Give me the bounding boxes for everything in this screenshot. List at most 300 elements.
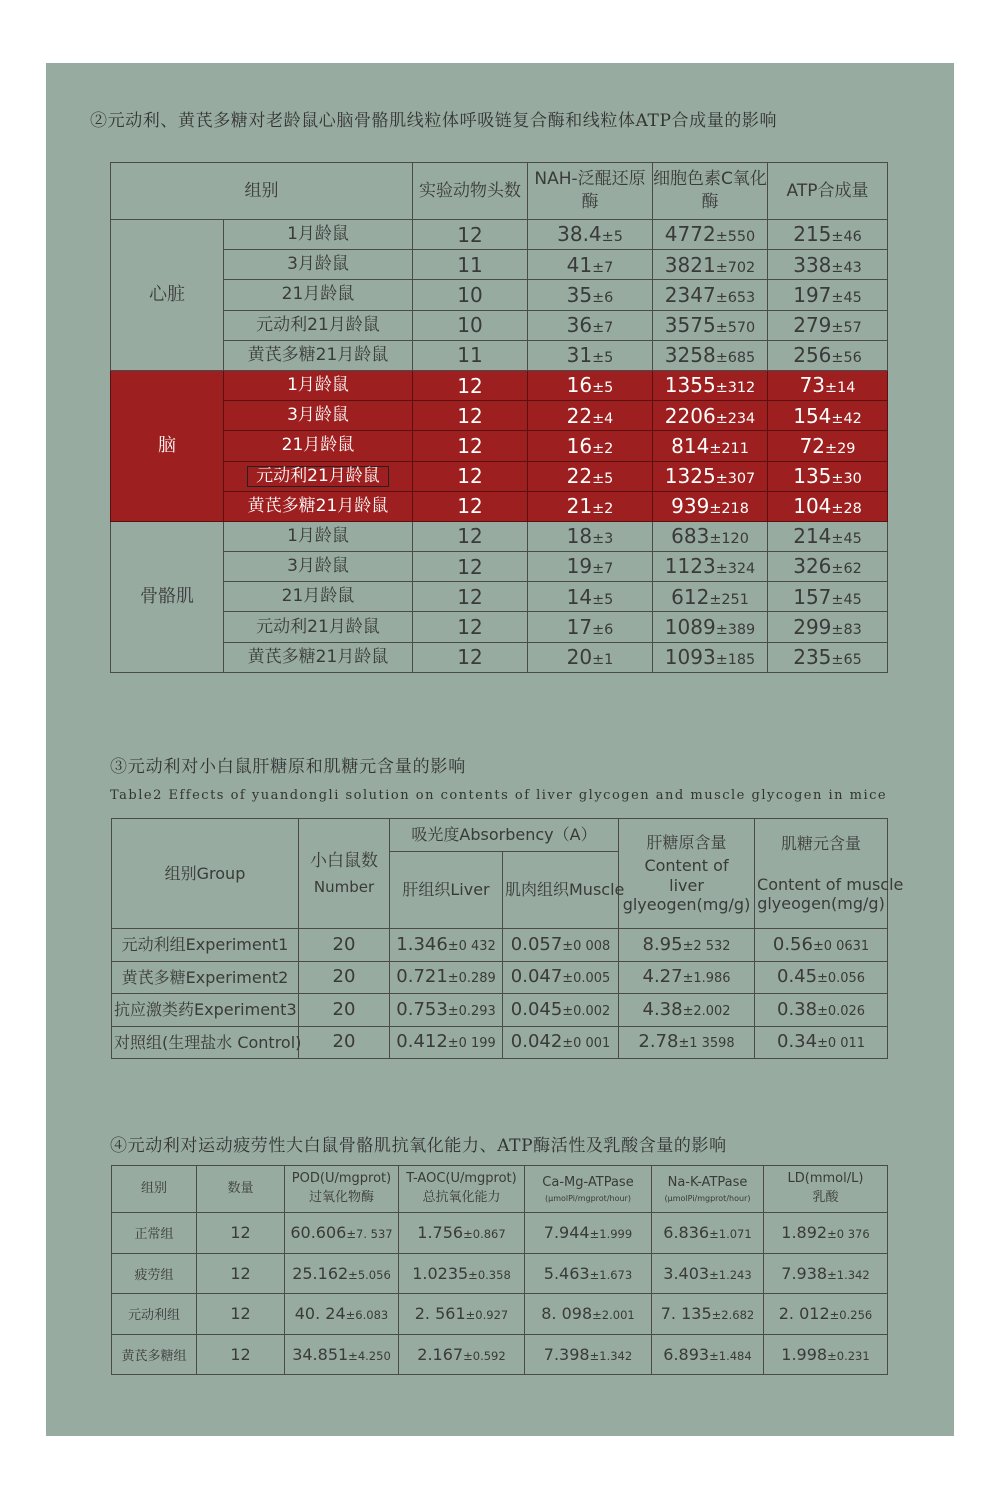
liver-glycogen-cell-value: 8.95 — [642, 933, 683, 955]
atp-cell-value: 197 — [793, 282, 832, 307]
ld-cell-sd: ±1.342 — [827, 1267, 870, 1282]
ld-cell-value: 1.892 — [781, 1223, 828, 1243]
ld-cell-sd: ±0.256 — [829, 1308, 873, 1323]
nah-cell — [528, 431, 653, 461]
header-taoc-1: T-AOC(U/mgprot) — [406, 1171, 517, 1187]
pod-cell-value: 25.162 — [292, 1263, 349, 1283]
atp-cell-value: 135 — [793, 463, 832, 488]
group-label-text: 1月龄鼠 — [287, 375, 349, 396]
camg-cell-sd: ±1.999 — [589, 1227, 633, 1242]
nah-cell-value: 18 — [566, 524, 593, 549]
muscle-glycogen-cell-value: 0.38 — [777, 998, 818, 1020]
header-pod-2: 过氧化物酶 — [308, 1190, 374, 1205]
nah-cell — [528, 250, 653, 280]
camg-cell-sd: ±1.342 — [589, 1348, 633, 1363]
table-row — [111, 521, 888, 551]
liver-glycogen-cell-value: 4.27 — [642, 966, 683, 988]
muscle-glycogen-cell-value: 0.34 — [777, 1031, 818, 1053]
table-row — [111, 220, 888, 250]
camg-cell-sd: ±2.001 — [592, 1308, 635, 1323]
cyto-cell-sd: ±218 — [709, 501, 749, 518]
cyto-cell-sd: ±211 — [709, 440, 749, 457]
header-liver-en3: glyeogen(mg/g) — [622, 894, 751, 914]
liver-abs-cell-value: 0.753 — [396, 998, 448, 1020]
header-muscle-en2: glyeogen(mg/g) — [757, 894, 885, 914]
camg-cell — [525, 1213, 652, 1254]
group-label-text: 元动利21月龄鼠 — [247, 466, 389, 487]
muscle-abs-cell-sd: ±0.002 — [562, 1003, 611, 1019]
table-header-row — [112, 819, 888, 852]
liver-abs-cell — [390, 929, 503, 962]
taoc-cell-sd: ±0.927 — [465, 1308, 509, 1323]
header-liver-en1: Content of — [644, 856, 729, 876]
taoc-cell-value: 2.167 — [417, 1344, 464, 1364]
cyto-cell-sd: ±570 — [715, 319, 756, 336]
liver-abs-cell — [390, 961, 503, 994]
rat-count: 12 — [197, 1213, 285, 1254]
mitochondria-table — [110, 162, 888, 673]
table-row — [111, 280, 888, 310]
atp-cell-value: 299 — [793, 614, 832, 639]
glycogen-table — [111, 818, 904, 1059]
table-header-row — [112, 1166, 888, 1213]
liver-abs-cell-value: 0.412 — [396, 1031, 448, 1053]
group-label: 黄芪多糖组 — [112, 1334, 197, 1375]
organ-label: 骨骼肌 — [111, 521, 224, 672]
header-pod-1: POD(U/mgprot) — [291, 1171, 392, 1187]
nah-cell-sd: ±5 — [592, 591, 614, 608]
animal-count: 12 — [413, 491, 528, 521]
cyto-cell-sd: ±324 — [715, 561, 756, 578]
rat-count: 12 — [197, 1334, 285, 1375]
cyto-cell — [653, 310, 768, 340]
group-label-text: 21月龄鼠 — [281, 435, 355, 456]
nah-cell-value: 16 — [566, 433, 593, 458]
muscle-abs-cell-sd: ±0 001 — [562, 1036, 611, 1052]
animal-count: 10 — [413, 280, 528, 310]
mouse-count: 20 — [299, 994, 390, 1027]
liver-glycogen-cell-sd: ±2 532 — [682, 938, 731, 954]
table-row — [111, 612, 888, 642]
nak-cell — [652, 1294, 764, 1335]
nah-cell-value: 17 — [566, 614, 593, 639]
group-label-text: 21月龄鼠 — [281, 586, 355, 607]
atp-cell-sd: ±14 — [825, 380, 856, 397]
liver-abs-cell-sd: ±0 432 — [447, 938, 496, 954]
group-label — [224, 491, 413, 521]
muscle-glycogen-cell — [755, 1026, 888, 1059]
group-label — [224, 521, 413, 551]
pod-cell-value: 40. 24 — [294, 1304, 346, 1324]
cyto-cell-sd: ±307 — [715, 470, 756, 487]
animal-count: 12 — [413, 431, 528, 461]
atp-cell-sd: ±43 — [831, 259, 862, 276]
header-number-en: Number — [313, 877, 375, 896]
cyto-cell-sd: ±120 — [709, 531, 749, 548]
group-label: 元动利组 — [112, 1294, 197, 1335]
header-count: 数量 — [197, 1166, 285, 1213]
nak-cell-sd: ±1.071 — [709, 1227, 752, 1242]
atp-cell-sd: ±83 — [831, 621, 862, 638]
header-atp: ATP合成量 — [768, 163, 888, 220]
liver-abs-cell-sd: ±0 199 — [447, 1036, 496, 1052]
nah-cell-sd: ±5 — [601, 229, 623, 246]
nah-cell-value: 20 — [566, 645, 593, 670]
atp-cell — [768, 280, 888, 310]
group-label-text: 黄芪多糖21月龄鼠 — [247, 495, 389, 516]
liver-glycogen-cell-sd: ±2.002 — [682, 1003, 731, 1019]
nah-cell-sd: ±7 — [592, 319, 614, 336]
atp-cell — [768, 340, 888, 370]
cyto-cell — [653, 220, 768, 250]
atp-cell — [768, 250, 888, 280]
group-label-text: 1月龄鼠 — [287, 224, 349, 245]
camg-cell-sd: ±1.673 — [589, 1267, 633, 1282]
group-label-text: 黄芪多糖21月龄鼠 — [247, 646, 389, 667]
header-camg-1: Ca-Mg-ATPase — [542, 1174, 634, 1190]
header-muscle-en1: Content of muscle — [757, 874, 904, 894]
header-liver-glycogen — [619, 819, 755, 929]
table-row — [111, 250, 888, 280]
atp-cell — [768, 431, 888, 461]
camg-cell — [525, 1334, 652, 1375]
liver-abs-cell — [390, 994, 503, 1027]
animal-count: 12 — [413, 582, 528, 612]
nah-cell-sd: ±5 — [592, 380, 614, 397]
atp-cell — [768, 642, 888, 672]
header-cyto: 细胞色素C氧化酶 — [653, 163, 768, 220]
atp-cell-sd: ±45 — [831, 591, 862, 608]
nak-cell-value: 3.403 — [663, 1263, 710, 1283]
ld-cell-sd: ±0 376 — [827, 1227, 870, 1242]
atp-cell — [768, 370, 888, 400]
liver-glycogen-cell — [619, 961, 755, 994]
atp-cell-sd: ±62 — [831, 561, 862, 578]
header-muscle-cn: 肌糖元含量 — [781, 833, 862, 853]
table-row — [112, 929, 888, 962]
nah-cell-sd: ±5 — [592, 350, 614, 367]
table-row — [111, 310, 888, 340]
nah-cell — [528, 642, 653, 672]
nah-cell-sd: ±3 — [592, 531, 614, 548]
muscle-abs-cell-value: 0.057 — [510, 933, 563, 955]
atp-cell-value: 154 — [793, 403, 832, 428]
group-label: 抗应激类药Experiment3 — [112, 994, 299, 1027]
animal-count: 12 — [413, 370, 528, 400]
rat-count: 12 — [197, 1253, 285, 1294]
ld-cell-sd: ±0.231 — [827, 1348, 870, 1363]
ld-cell — [764, 1253, 888, 1294]
group-label — [224, 220, 413, 250]
table-row — [111, 370, 888, 400]
cyto-cell — [653, 431, 768, 461]
table-row — [112, 1213, 888, 1254]
cyto-cell-sd: ±234 — [715, 410, 756, 427]
table-row — [111, 582, 888, 612]
taoc-cell — [399, 1253, 525, 1294]
liver-glycogen-cell-sd: ±1.986 — [682, 971, 731, 987]
header-group: 组别 — [112, 1166, 197, 1213]
muscle-abs-cell-sd: ±0 008 — [562, 938, 611, 954]
animal-count: 12 — [413, 612, 528, 642]
header-taoc — [399, 1166, 525, 1213]
atp-cell — [768, 461, 888, 491]
nah-cell — [528, 401, 653, 431]
nah-cell-value: 31 — [566, 343, 593, 368]
camg-cell-value: 8. 098 — [541, 1304, 593, 1324]
muscle-glycogen-cell-sd: ±0 0631 — [812, 938, 870, 954]
atp-cell-sd: ±45 — [831, 289, 862, 306]
cyto-cell-sd: ±550 — [715, 229, 756, 246]
group-label — [224, 552, 413, 582]
muscle-glycogen-cell-sd: ±0.026 — [817, 1003, 866, 1019]
header-group: 组别Group — [112, 819, 299, 929]
group-label-text: 黄芪多糖21月龄鼠 — [247, 344, 389, 365]
animal-count: 12 — [413, 401, 528, 431]
cyto-cell — [653, 612, 768, 642]
group-label-text: 3月龄鼠 — [287, 405, 349, 426]
nah-cell-sd: ±6 — [592, 289, 614, 306]
liver-abs-cell — [390, 1026, 503, 1059]
cyto-cell — [653, 461, 768, 491]
group-label — [224, 642, 413, 672]
group-label: 疲劳组 — [112, 1253, 197, 1294]
nak-cell-sd: ±1.243 — [709, 1267, 752, 1282]
header-camg-2: (μmolPi/mgprot/hour) — [545, 1193, 631, 1203]
group-label-text: 21月龄鼠 — [281, 284, 355, 305]
table-row — [111, 491, 888, 521]
muscle-abs-cell — [503, 929, 619, 962]
cyto-cell-value: 3258 — [664, 343, 716, 368]
nah-cell-sd: ±6 — [592, 621, 614, 638]
muscle-abs-cell-value: 0.042 — [510, 1031, 563, 1053]
muscle-glycogen-cell-value: 0.45 — [777, 966, 818, 988]
animal-count: 12 — [413, 642, 528, 672]
header-ld — [764, 1166, 888, 1213]
nah-cell — [528, 461, 653, 491]
pod-cell-sd: ±6.083 — [345, 1308, 389, 1323]
pod-cell-sd: ±5.056 — [348, 1267, 391, 1282]
pod-cell-sd: ±4.250 — [348, 1348, 391, 1363]
taoc-cell-value: 1.0235 — [412, 1263, 469, 1283]
taoc-cell — [399, 1334, 525, 1375]
header-pod — [285, 1166, 399, 1213]
atp-cell — [768, 521, 888, 551]
nak-cell — [652, 1253, 764, 1294]
nah-cell-value: 38.4 — [557, 222, 602, 247]
nah-cell-value: 35 — [566, 282, 593, 307]
atp-cell-value: 72 — [799, 433, 826, 458]
atp-cell-value: 279 — [793, 312, 832, 337]
header-ld-1: LD(mmol/L) — [787, 1171, 864, 1187]
camg-cell — [525, 1294, 652, 1335]
atp-cell-sd: ±65 — [831, 652, 862, 669]
liver-glycogen-cell — [619, 1026, 755, 1059]
cyto-cell-value: 612 — [671, 584, 710, 609]
taoc-cell-value: 1.756 — [417, 1223, 464, 1243]
group-label: 元动利组Experiment1 — [112, 929, 299, 962]
muscle-abs-cell-value: 0.045 — [510, 998, 563, 1020]
section3-subtitle: Table2 Effects of yuandongli solution on contents of liver glycogen and muscle glycogen in mice — [110, 788, 888, 803]
animal-count: 11 — [413, 340, 528, 370]
muscle-abs-cell — [503, 961, 619, 994]
group-label-text: 3月龄鼠 — [287, 254, 349, 275]
cyto-cell — [653, 250, 768, 280]
pod-cell-value: 34.851 — [292, 1344, 349, 1364]
cyto-cell-value: 939 — [671, 494, 710, 519]
atp-cell-value: 73 — [799, 373, 826, 398]
cyto-cell — [653, 280, 768, 310]
section2-title: ②元动利、黄芪多糖对老龄鼠心脑骨骼肌线粒体呼吸链复合酶和线粒体ATP合成量的影响 — [90, 111, 778, 131]
rat-count: 12 — [197, 1294, 285, 1335]
nah-cell-sd: ±2 — [592, 501, 614, 518]
nah-cell-value: 22 — [566, 403, 593, 428]
table-row — [111, 340, 888, 370]
taoc-cell-sd: ±0.358 — [468, 1267, 511, 1282]
animal-count: 12 — [413, 552, 528, 582]
atp-cell-sd: ±42 — [831, 410, 862, 427]
pod-cell — [285, 1334, 399, 1375]
muscle-glycogen-cell — [755, 929, 888, 962]
header-liver-en2: liver — [669, 875, 704, 895]
nah-cell-sd: ±4 — [592, 410, 614, 427]
liver-glycogen-cell-value: 2.78 — [638, 1031, 679, 1053]
ld-cell-value: 2. 012 — [778, 1304, 830, 1324]
liver-abs-cell-sd: ±0.289 — [447, 971, 496, 987]
cyto-cell-sd: ±702 — [715, 259, 756, 276]
table-row — [112, 961, 888, 994]
header-group: 组别 — [111, 163, 413, 220]
table-row — [111, 642, 888, 672]
liver-glycogen-cell — [619, 994, 755, 1027]
header-absorbency: 吸光度Absorbency（A） — [390, 819, 619, 852]
group-label — [224, 310, 413, 340]
header-count: 实验动物头数 — [413, 163, 528, 220]
atp-cell-value: 338 — [793, 252, 832, 277]
ld-cell — [764, 1294, 888, 1335]
liver-abs-cell-sd: ±0.293 — [447, 1003, 496, 1019]
atp-cell-sd: ±45 — [831, 531, 862, 548]
animal-count: 10 — [413, 310, 528, 340]
muscle-glycogen-cell-sd: ±0 011 — [817, 1036, 866, 1052]
nah-cell — [528, 340, 653, 370]
cyto-cell-value: 2206 — [664, 403, 716, 428]
cyto-cell-value: 4772 — [664, 222, 716, 247]
group-label-text: 元动利21月龄鼠 — [256, 314, 380, 335]
group-label — [224, 280, 413, 310]
animal-count: 12 — [413, 220, 528, 250]
muscle-abs-cell-value: 0.047 — [510, 966, 563, 988]
organ-label: 脑 — [111, 370, 224, 521]
atp-cell-sd: ±56 — [831, 350, 862, 367]
nah-cell-value: 16 — [566, 373, 593, 398]
section4-title: ④元动利对运动疲劳性大白鼠骨骼肌抗氧化能力、ATP酶活性及乳酸含量的影响 — [110, 1136, 727, 1156]
nah-cell-sd: ±5 — [592, 470, 614, 487]
animal-count: 11 — [413, 250, 528, 280]
liver-abs-cell-value: 1.346 — [396, 933, 448, 955]
cyto-cell — [653, 582, 768, 612]
atp-cell — [768, 220, 888, 250]
group-label-text: 1月龄鼠 — [287, 525, 349, 546]
organ-label: 心脏 — [111, 220, 224, 371]
muscle-abs-cell — [503, 1026, 619, 1059]
nah-cell — [528, 280, 653, 310]
muscle-glycogen-cell — [755, 961, 888, 994]
cyto-cell-sd: ±653 — [715, 289, 756, 306]
cyto-cell — [653, 642, 768, 672]
cyto-cell — [653, 521, 768, 551]
camg-cell-value: 7.944 — [543, 1223, 590, 1243]
cyto-cell-value: 1093 — [664, 645, 716, 670]
table-row — [112, 1253, 888, 1294]
atp-cell-value: 235 — [793, 645, 832, 670]
nak-cell — [652, 1213, 764, 1254]
ld-cell-value: 7.938 — [781, 1263, 828, 1283]
nah-cell — [528, 491, 653, 521]
table-row — [111, 552, 888, 582]
header-nak — [652, 1166, 764, 1213]
muscle-abs-cell-sd: ±0.005 — [562, 971, 611, 987]
header-taoc-2: 总抗氧化能力 — [422, 1190, 501, 1205]
animal-count: 12 — [413, 521, 528, 551]
header-muscle-glycogen — [755, 819, 904, 929]
cyto-cell-sd: ±685 — [715, 350, 756, 367]
liver-abs-cell-value: 0.721 — [396, 966, 448, 988]
muscle-glycogen-cell — [755, 994, 888, 1027]
cyto-cell-value: 3575 — [664, 312, 716, 337]
pod-cell — [285, 1213, 399, 1254]
header-camg — [525, 1166, 652, 1213]
taoc-cell — [399, 1294, 525, 1335]
atp-cell-value: 215 — [793, 222, 832, 247]
table-row — [112, 994, 888, 1027]
group-label: 正常组 — [112, 1213, 197, 1254]
animal-count: 12 — [413, 461, 528, 491]
nah-cell — [528, 521, 653, 551]
nah-cell-sd: ±7 — [592, 259, 614, 276]
table-row — [111, 401, 888, 431]
cyto-cell — [653, 552, 768, 582]
nak-cell-value: 7. 135 — [660, 1304, 712, 1324]
mouse-count: 20 — [299, 1026, 390, 1059]
nah-cell-sd: ±2 — [592, 440, 614, 457]
table-row — [112, 1026, 888, 1059]
header-number-cn: 小白鼠数 — [310, 851, 378, 872]
mouse-count: 20 — [299, 961, 390, 994]
cyto-cell-value: 2347 — [664, 282, 716, 307]
nah-cell — [528, 612, 653, 642]
camg-cell — [525, 1253, 652, 1294]
nak-cell — [652, 1334, 764, 1375]
cyto-cell — [653, 401, 768, 431]
cyto-cell-value: 1325 — [664, 463, 716, 488]
nah-cell-sd: ±7 — [592, 561, 614, 578]
header-nak-2: (μmolPi/mgprot/hour) — [664, 1193, 751, 1203]
taoc-cell-sd: ±0.867 — [463, 1227, 506, 1242]
mouse-count: 20 — [299, 929, 390, 962]
taoc-cell-sd: ±0.592 — [463, 1348, 506, 1363]
nak-cell-sd: ±2.682 — [711, 1308, 755, 1323]
fatigue-table — [111, 1165, 888, 1375]
atp-cell-value: 214 — [793, 524, 832, 549]
cyto-cell — [653, 340, 768, 370]
nah-cell — [528, 582, 653, 612]
header-nak-1: Na-K-ATPase — [667, 1174, 748, 1190]
pod-cell-sd: ±7. 537 — [346, 1227, 393, 1242]
atp-cell-value: 104 — [793, 494, 832, 519]
group-label — [224, 370, 413, 400]
cyto-cell-sd: ±389 — [715, 621, 756, 638]
